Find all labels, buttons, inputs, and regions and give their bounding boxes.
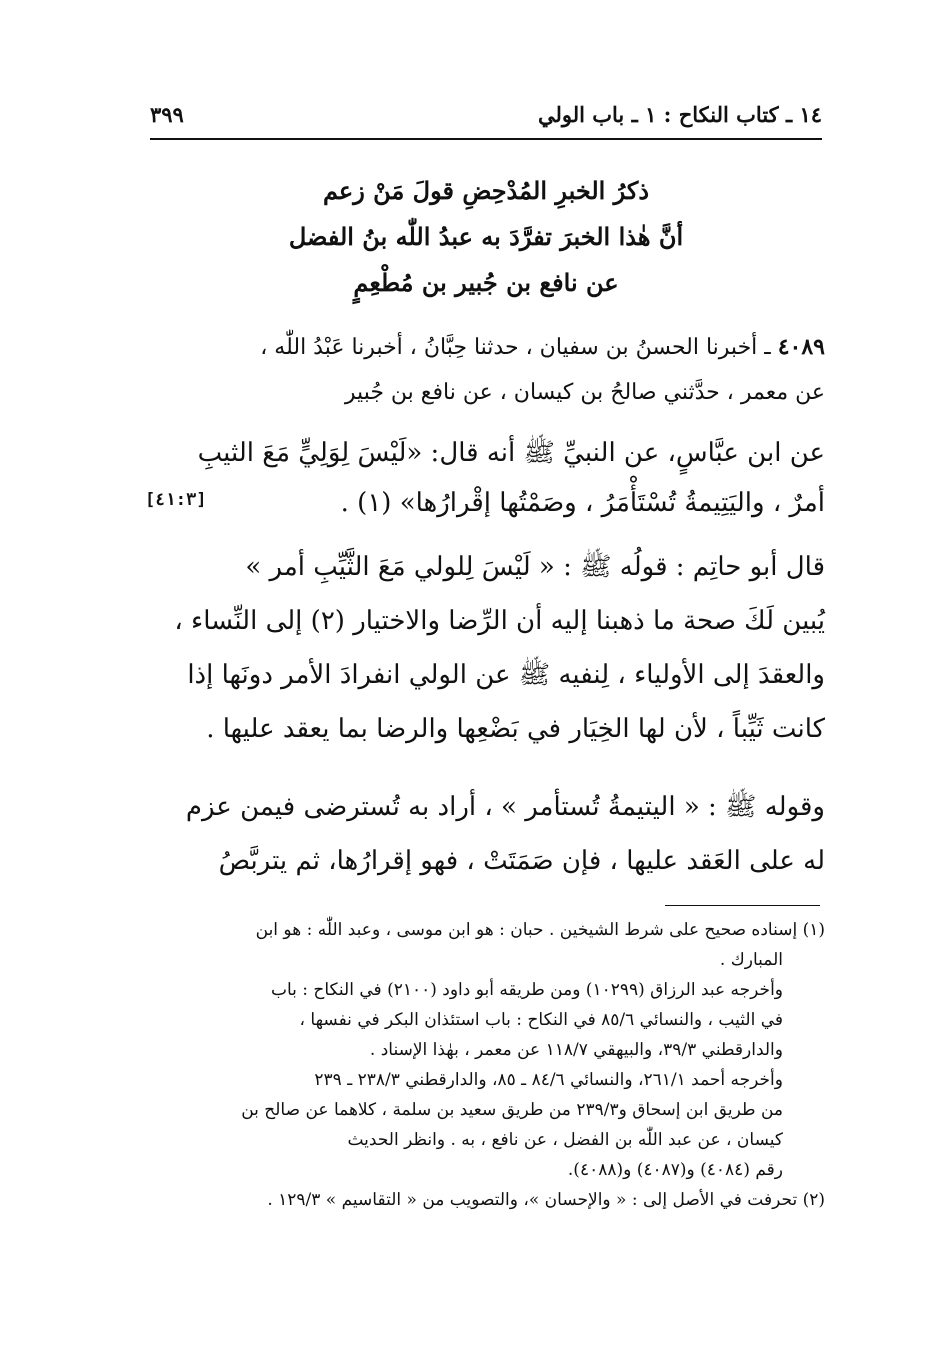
- commentary-p1-line-2: يُبين لَكَ صحة ما ذهبنا إليه أن الرِّضا والاختيار (٢) إلى النِّساء ،: [174, 606, 825, 636]
- footnote-1-line-4: في الثيب ، والنسائي ٨٥/٦ في النكاح : باب استئذان البكر في نفسها ،: [299, 1010, 783, 1030]
- footnotes: [130, 915, 825, 1215]
- commentary: [130, 540, 825, 888]
- hadith-number: ٤٠٨٩: [777, 334, 825, 360]
- running-header-title: ١٤ ـ كتاب النكاح : ١ ـ باب الولي: [537, 102, 822, 127]
- header-divider: [150, 138, 822, 140]
- footnote-1-line-9: رقم (٤٠٨٤) و(٤٠٨٧) و(٤٠٨٨).: [567, 1160, 783, 1180]
- chapter-heading-line-3: عن نافع بن جُبير بن مُطْعِمٍ: [353, 268, 619, 297]
- footnote-1-line-1: (١) إسناده صحيح على شرط الشيخين . حبان : هو ابن موسى ، وعبد اللّٰه : هو ابن: [255, 920, 825, 940]
- page-number: ٣٩٩: [150, 102, 184, 127]
- chapter-heading-line-1: ذكرُ الخبرِ المُدْحِضِ قولَ مَنْ زعم: [322, 176, 650, 205]
- footnote-1-line-7: من طريق ابن إسحاق و٢٣٩/٣ من طريق سعيد بن سلمة ، كلاهما عن صالح بن: [241, 1100, 783, 1120]
- hadith-reference: [٤١:٣]: [145, 490, 207, 510]
- commentary-p2-line-1: وقوله ﷺ : « اليتيمةُ تُستأمر » ، أراد به تُسترضى فيمن عزم: [185, 792, 825, 822]
- matn-line-2: أمرٌ ، واليَتِيمةُ تُسْتَأْمَرُ ، وصَمْتُها إقْرارُها» (١) .: [340, 488, 825, 518]
- matn-line-1: عن ابن عبَّاسٍ، عن النبيِّ ﷺ أنه قال: «لَيْسَ لِوَلِيٍّ مَعَ الثيبِ: [197, 438, 825, 468]
- hadith-matn: [130, 428, 825, 528]
- paragraph-gap: [130, 756, 825, 780]
- footnote-1-line-8: كيسان ، عن عبد اللّٰه بن الفضل ، عن نافع ، به . وانظر الحديث: [347, 1130, 783, 1150]
- running-header: [150, 100, 822, 136]
- hadith-isnad: [130, 325, 825, 415]
- commentary-p1-line-4: كانت ثَيِّباً ، لأن لها الخِيَار في بَضْعِها والرضا بما يعقد عليها .: [206, 714, 825, 744]
- footnote-1-line-3: وأخرجه عبد الرزاق (١٠٢٩٩) ومن طريقه أبو داود (٢١٠٠) في النكاح : باب: [270, 980, 783, 1000]
- commentary-p1-line-3: والعقدَ إلى الأولياء ، لِنفيه ﷺ عن الولي انفرادَ الأمر دونَها إذا: [187, 660, 825, 690]
- chapter-heading: [150, 168, 822, 306]
- isnad-line-2: عن معمر ، حدَّثني صالحُ بن كيسان ، عن نافع بن جُبير: [344, 380, 825, 405]
- commentary-p2-line-2: له على العَقد عليها ، فإن صَمَتَتْ ، فهو إقرارُها، ثم يتربَّصُ: [218, 846, 825, 876]
- isnad-line-1-text: ـ أخبرنا الحسنُ بن سفيان ، حدثنا حِبَّانُ ، أخبرنا عَبْدُ اللّٰه ،: [260, 335, 771, 360]
- commentary-p1-line-1: قال أبو حاتِم : قولُه ﷺ : « لَيْسَ لِلولي مَعَ الثَّيِّبِ أمر »: [245, 552, 825, 582]
- chapter-heading-line-2: أنَّ هٰذا الخبرَ تفرَّدَ به عبدُ اللّٰه بنُ الفضل: [288, 222, 684, 251]
- footnote-1-line-2: المبارك .: [719, 950, 783, 970]
- footnote-1-line-5: والدارقطني ٣٩/٣، والبيهقي ١١٨/٧ عن معمر ، بهٰذا الإسناد .: [369, 1040, 783, 1060]
- footnote-1-line-6: وأخرجه أحمد ٢٦١/١، والنسائي ٨٤/٦ ـ ٨٥، والدارقطني ٢٣٨/٣ ـ ٢٣٩: [314, 1070, 783, 1090]
- footnote-2-line-1: (٢) تحرفت في الأصل إلى : « والإحسان »، والتصويب من « التقاسيم » ١٢٩/٣ .: [267, 1190, 825, 1210]
- footnote-divider: [665, 905, 820, 906]
- isnad-line-1: [130, 325, 825, 370]
